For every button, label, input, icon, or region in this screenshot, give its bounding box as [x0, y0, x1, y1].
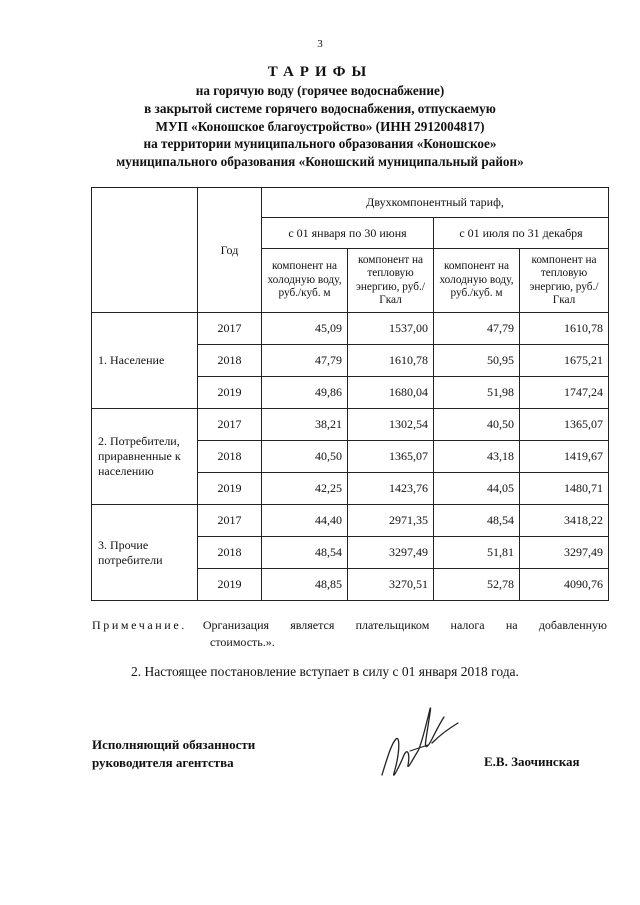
value-cell: 49,86 — [262, 377, 348, 409]
tariff-table — [91, 187, 609, 601]
year-cell: 2017 — [198, 409, 262, 441]
value-cell: 1302,54 — [348, 409, 434, 441]
value-cell: 38,21 — [262, 409, 348, 441]
value-cell: 44,40 — [262, 505, 348, 537]
year-cell: 2019 — [198, 377, 262, 409]
header-year: Год — [198, 188, 262, 313]
year-cell: 2017 — [198, 313, 262, 345]
year-cell: 2019 — [198, 473, 262, 505]
value-cell: 1680,04 — [348, 377, 434, 409]
value-cell: 51,81 — [434, 537, 520, 569]
value-cell: 48,54 — [434, 505, 520, 537]
value-cell: 1747,24 — [520, 377, 609, 409]
value-cell: 44,05 — [434, 473, 520, 505]
value-cell: 51,98 — [434, 377, 520, 409]
signer-position-line: руководителя агентства — [92, 755, 234, 770]
value-cell: 3270,51 — [348, 569, 434, 601]
category-cell: 2. Потребители, приравненные к населению — [92, 409, 198, 505]
note — [92, 617, 607, 651]
value-cell: 40,50 — [262, 441, 348, 473]
value-cell: 1537,00 — [348, 313, 434, 345]
header-cold-component: компонент на холодную воду, руб./куб. м — [262, 249, 348, 313]
title-main: ТАРИФЫ — [267, 64, 373, 80]
signer-position-line: Исполняющий обязанности — [92, 737, 256, 752]
value-cell: 1365,07 — [520, 409, 609, 441]
note-text: Организация является плательщиком налога на добавленную — [202, 618, 607, 632]
signer-name: Е.В. Заочинская — [484, 754, 580, 769]
note-text-continuation: стоимость.». — [210, 635, 275, 649]
year-cell: 2018 — [198, 345, 262, 377]
header-cold-component: компонент на холодную воду, руб./куб. м — [434, 249, 520, 313]
value-cell: 45,09 — [262, 313, 348, 345]
value-cell: 43,18 — [434, 441, 520, 473]
value-cell: 48,54 — [262, 537, 348, 569]
header-period-1: с 01 января по 30 июня — [262, 218, 434, 249]
value-cell: 1480,71 — [520, 473, 609, 505]
value-cell: 3297,49 — [348, 537, 434, 569]
value-cell: 1610,78 — [520, 313, 609, 345]
value-cell: 1365,07 — [348, 441, 434, 473]
category-cell: 1. Население — [92, 313, 198, 409]
header-heat-component: компонент на тепловую энергию, руб./Гкал — [520, 249, 609, 313]
value-cell: 40,50 — [434, 409, 520, 441]
year-cell: 2018 — [198, 537, 262, 569]
value-cell: 47,79 — [434, 313, 520, 345]
note-label: Примечание. — [92, 618, 187, 632]
signer-position — [92, 736, 255, 772]
year-cell: 2018 — [198, 441, 262, 473]
value-cell: 52,78 — [434, 569, 520, 601]
header-tariff: Двухкомпонентный тариф, — [262, 188, 609, 218]
value-cell: 50,95 — [434, 345, 520, 377]
category-cell: 3. Прочие потребители — [92, 505, 198, 601]
value-cell: 1675,21 — [520, 345, 609, 377]
header-period-2: с 01 июля по 31 декабря — [434, 218, 609, 249]
table-row — [92, 505, 609, 537]
value-cell: 1419,67 — [520, 441, 609, 473]
handwritten-signature — [370, 695, 460, 790]
year-cell: 2019 — [198, 569, 262, 601]
value-cell: 47,79 — [262, 345, 348, 377]
value-cell: 2971,35 — [348, 505, 434, 537]
value-cell: 3418,22 — [520, 505, 609, 537]
resolution-paragraph: 2. Настоящее постановление вступает в силу с 01 января 2018 года. — [131, 664, 519, 679]
title-line: на территории муниципального образования «Коношское» — [143, 136, 497, 152]
page-number: 3 — [317, 38, 323, 50]
header-category-empty — [92, 188, 198, 313]
title-line: в закрытой системе горячего водоснабжения, отпускаемую — [144, 100, 496, 116]
title-line: МУП «Коношское благоустройство» (ИНН 2912004817) — [155, 118, 485, 134]
value-cell: 42,25 — [262, 473, 348, 505]
value-cell: 4090,76 — [520, 569, 609, 601]
value-cell: 48,85 — [262, 569, 348, 601]
table-row — [92, 409, 609, 441]
title-line: на горячую воду (горячее водоснабжение) — [195, 83, 445, 98]
title-line: муниципального образования «Коношский муниципальный район» — [116, 154, 524, 170]
table-row — [92, 313, 609, 345]
header-heat-component: компонент на тепловую энергию, руб./Гкал — [348, 249, 434, 313]
value-cell: 1423,76 — [348, 473, 434, 505]
year-cell: 2017 — [198, 505, 262, 537]
document-title — [0, 62, 640, 171]
value-cell: 3297,49 — [520, 537, 609, 569]
value-cell: 1610,78 — [348, 345, 434, 377]
